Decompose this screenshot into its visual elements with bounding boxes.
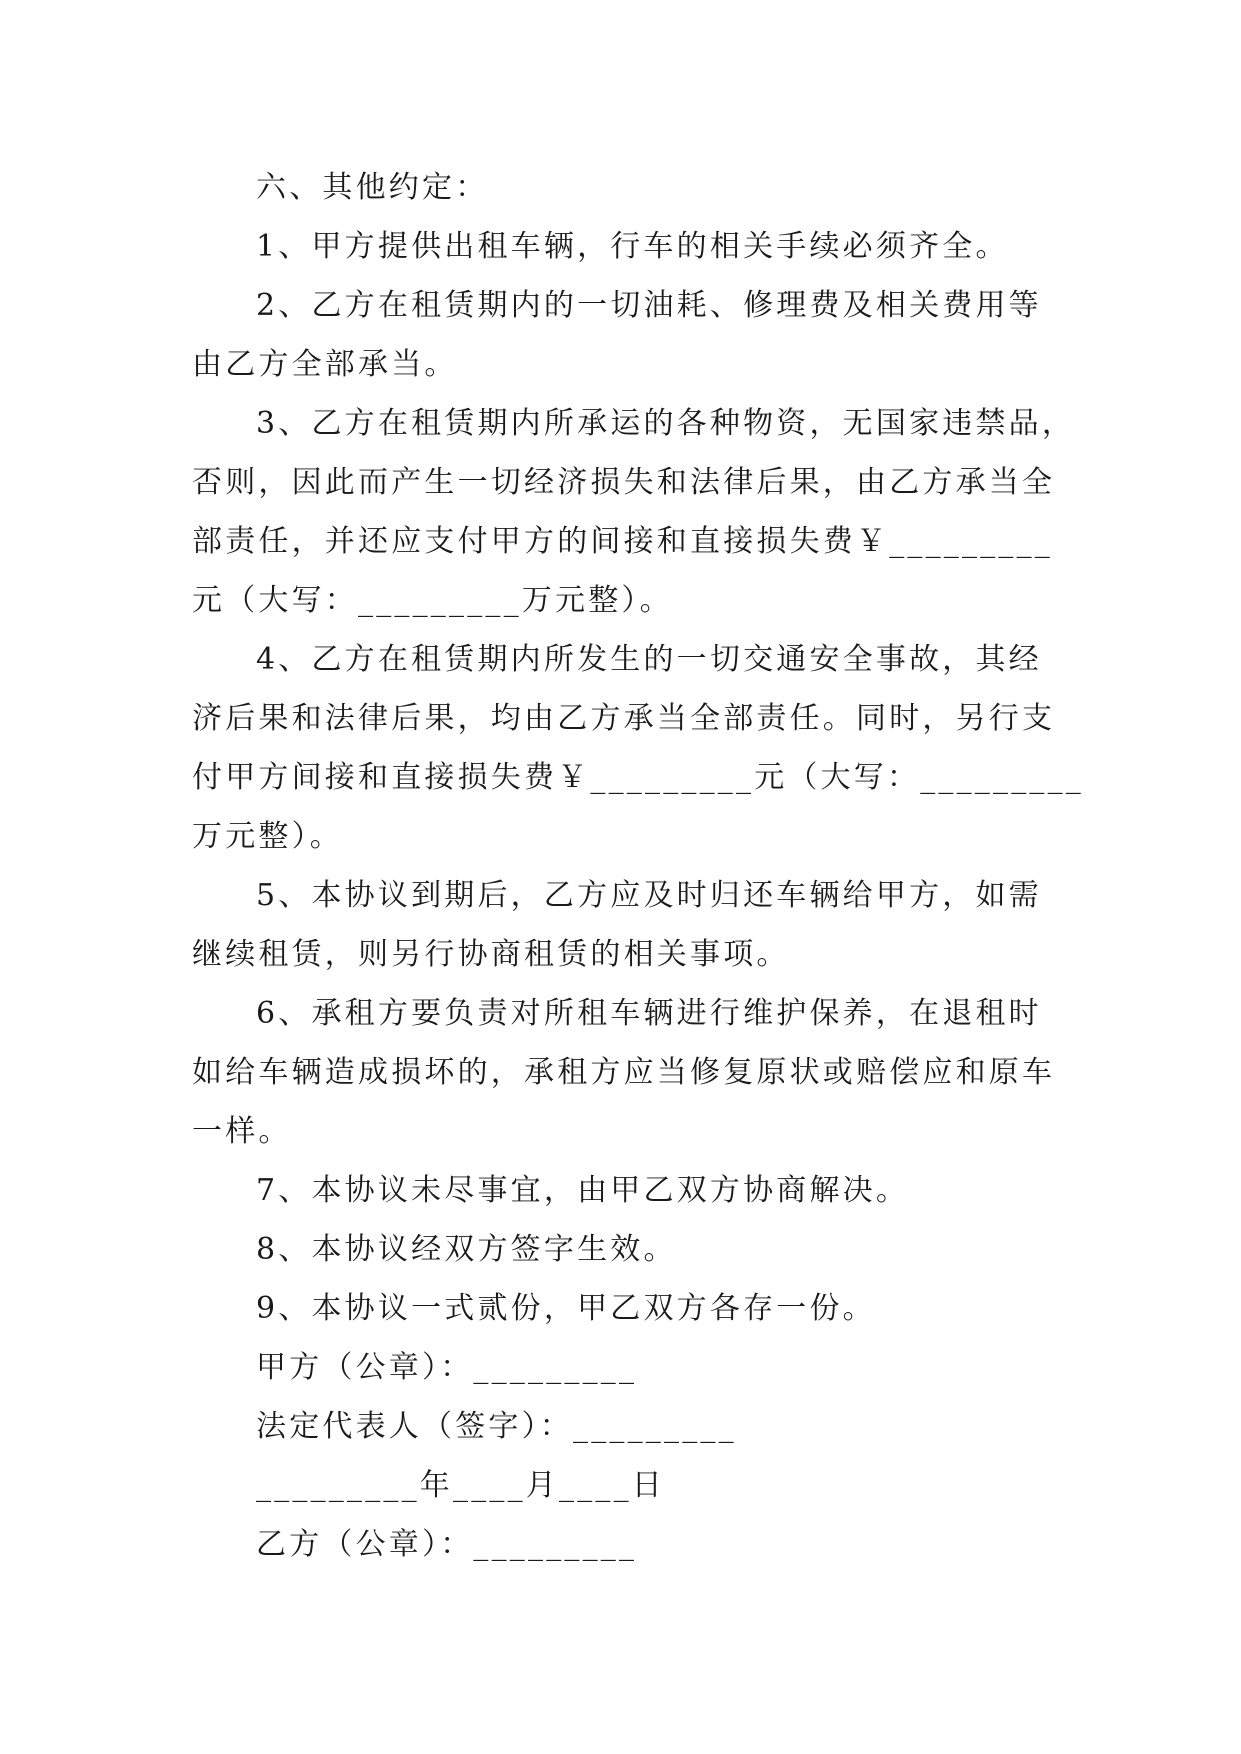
clause-line: 7、本协议未尽事宜，由甲乙双方协商解决。 (256, 1173, 910, 1208)
clause-line: 4、乙方在租赁期内所发生的一切交通安全事故，其经 (256, 642, 1042, 677)
clause-line: 5、本协议到期后，乙方应及时归还车辆给甲方，如需 (256, 878, 1042, 913)
signing-date: _________年____月____日 (256, 1468, 665, 1503)
clause-line: 万元整）。 (192, 819, 343, 854)
clause-line: 由乙方全部承当。 (192, 347, 458, 382)
clause-line: 部责任，并还应支付甲方的间接和直接损失费￥_________ (192, 524, 1053, 559)
clause-line: 一样。 (192, 1114, 292, 1149)
section-title: 六、其他约定： (256, 170, 489, 205)
party-b-seal: 乙方（公章）：_________ (256, 1527, 638, 1562)
clause-line: 如给车辆造成损坏的，承租方应当修复原状或赔偿应和原车 (192, 1055, 1056, 1090)
legal-representative-signature: 法定代表人（签字）：_________ (256, 1409, 737, 1444)
clause-line: 3、乙方在租赁期内所承运的各种物资，无国家违禁品， (256, 406, 1076, 441)
clause-line: 2、乙方在租赁期内的一切油耗、修理费及相关费用等 (256, 288, 1042, 323)
clause-line: 济后果和法律后果，均由乙方承当全部责任。同时，另行支 (192, 701, 1056, 736)
document-page (192, 158, 1084, 1574)
clause-line: 付甲方间接和直接损失费￥_________元（大写：_________ (192, 760, 1084, 795)
clause-line: 1、甲方提供出租车辆，行车的相关手续必须齐全。 (256, 229, 1009, 264)
clause-line: 元（大写：_________万元整）。 (192, 583, 673, 618)
clause-line: 6、承租方要负责对所租车辆进行维护保养，在退租时 (256, 996, 1042, 1031)
clause-line: 8、本协议经双方签字生效。 (256, 1232, 677, 1267)
clause-line: 否则，因此而产生一切经济损失和法律后果，由乙方承当全 (192, 465, 1056, 500)
clause-line: 继续租赁，则另行协商租赁的相关事项。 (192, 937, 790, 972)
party-a-seal: 甲方（公章）：_________ (256, 1350, 638, 1385)
clause-line: 9、本协议一式贰份，甲乙双方各存一份。 (256, 1291, 876, 1326)
